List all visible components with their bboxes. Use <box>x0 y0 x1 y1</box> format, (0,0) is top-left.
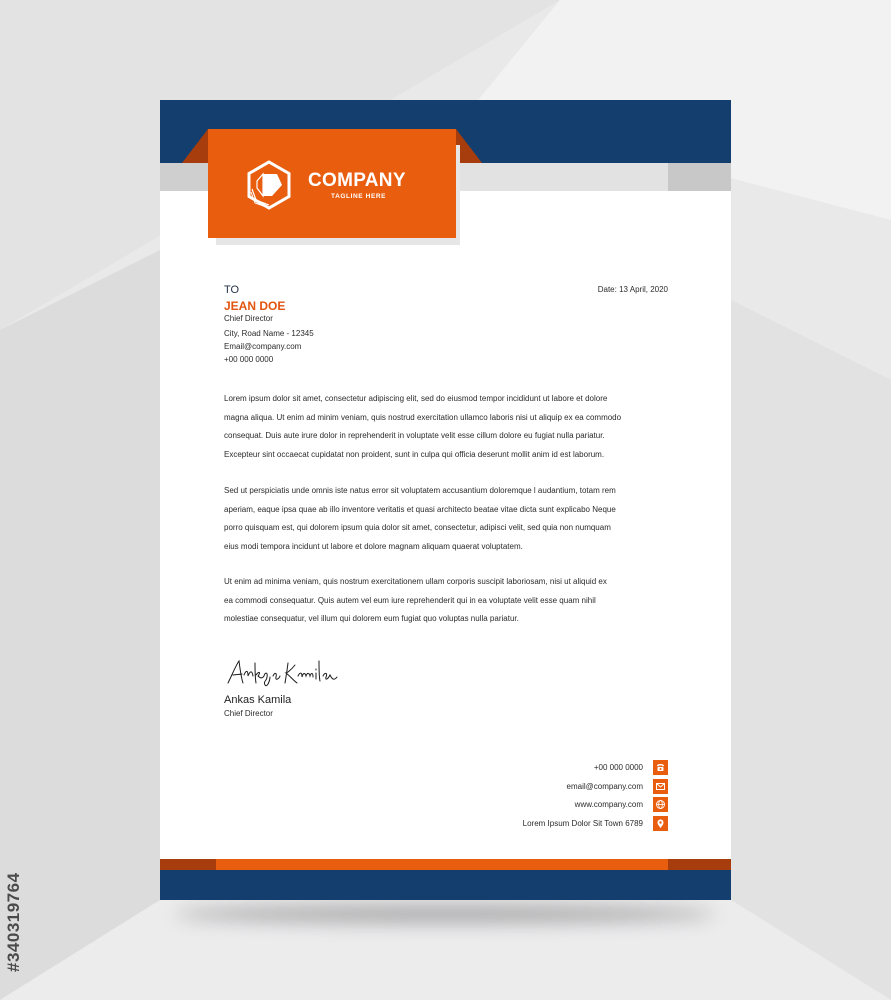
footer-dark-orange-right <box>668 859 731 870</box>
contact-website-row <box>575 797 668 812</box>
body-paragraph-1: Lorem ipsum dolor sit amet, consectetur adipiscing elit, sed do eiusmod tempor incididunt ut labore et dolore magna aliqua. Ut enim ad minim veniam, quis nostrud exercitation ullamco laboris nisi ut aliquip ex ea commodo consequat. Duis aute irure dolor in reprehenderit in voluptate velit esse cillum dolore eu fugiat nulla pariatur. Excepteur sint occaecat cupidatat non proident, sunt in culpa qui officia deserunt mollit anim id est laborum. <box>224 394 622 459</box>
logo-box <box>208 129 456 238</box>
email-icon <box>653 779 668 794</box>
recipient-phone: +00 000 0000 <box>224 355 274 364</box>
footer-orange-band <box>160 859 731 870</box>
handwritten-signature <box>224 655 344 689</box>
body-paragraph-3: Ut enim ad minima veniam, quis nostrum exercitationem ullam corporis suscipit laboriosam, nisi ut aliquid ex ea commodi consequatur. Quis autem vel eum iure reprehenderit qui in ea voluptate velit esse quam nihil molestiae consequatur, vel illum qui dolorem eum fugiat quo voluptas nulla pariatur. <box>224 577 607 623</box>
company-name: COMPANY <box>308 170 406 191</box>
contact-email: email@company.com <box>566 782 643 791</box>
footer-dark-orange-left <box>160 859 216 870</box>
location-pin-icon <box>653 816 668 831</box>
recipient-title: Chief Director <box>224 314 273 323</box>
header-grey-band-right <box>668 163 731 191</box>
letterhead-sheet <box>160 100 731 900</box>
hexagon-logo-icon <box>243 159 295 211</box>
recipient-name: JEAN DOE <box>224 299 286 313</box>
contact-address-row <box>523 816 668 831</box>
stock-image-id: #340319764 <box>4 872 23 972</box>
contact-website: www.company.com <box>574 800 643 809</box>
contact-email-row <box>567 779 668 794</box>
signer-name: Ankas Kamila <box>224 694 292 706</box>
header-grey-band-left <box>160 163 208 191</box>
recipient-address: City, Road Name - 12345 <box>224 329 314 338</box>
company-tagline: TAGLINE HERE <box>331 193 387 200</box>
ribbon-fold-left <box>182 129 208 163</box>
body-paragraph-2: Sed ut perspiciatis unde omnis iste natus error sit voluptatem accusantium doloremque l audantium, totam rem aperiam, eaque ipsa quae ab illo inventore veritatis et quasi architecto beatae vitae dicta sunt explicabo Neque porro quisquam est, qui dolorem ipsum quia dolor sit amet, consectetur, adipisci velit, sed quia non numquam eius modi tempora incidunt ut labore et dolore magnam aliquam quaerat voluptatem. <box>224 486 616 551</box>
phone-icon <box>653 760 668 775</box>
recipient-email: Email@company.com <box>224 342 302 351</box>
contact-address: Lorem Ipsum Dolor Sit Town 6789 <box>522 819 643 828</box>
paper-shadow <box>175 905 715 923</box>
signer-title: Chief Director <box>224 709 273 718</box>
footer-navy-band <box>160 870 731 900</box>
contact-phone-row <box>594 760 668 775</box>
contact-phone: +00 000 0000 <box>593 763 643 772</box>
letter-date: Date: 13 April, 2020 <box>597 285 668 294</box>
to-label: TO <box>224 284 240 296</box>
globe-icon <box>653 797 668 812</box>
